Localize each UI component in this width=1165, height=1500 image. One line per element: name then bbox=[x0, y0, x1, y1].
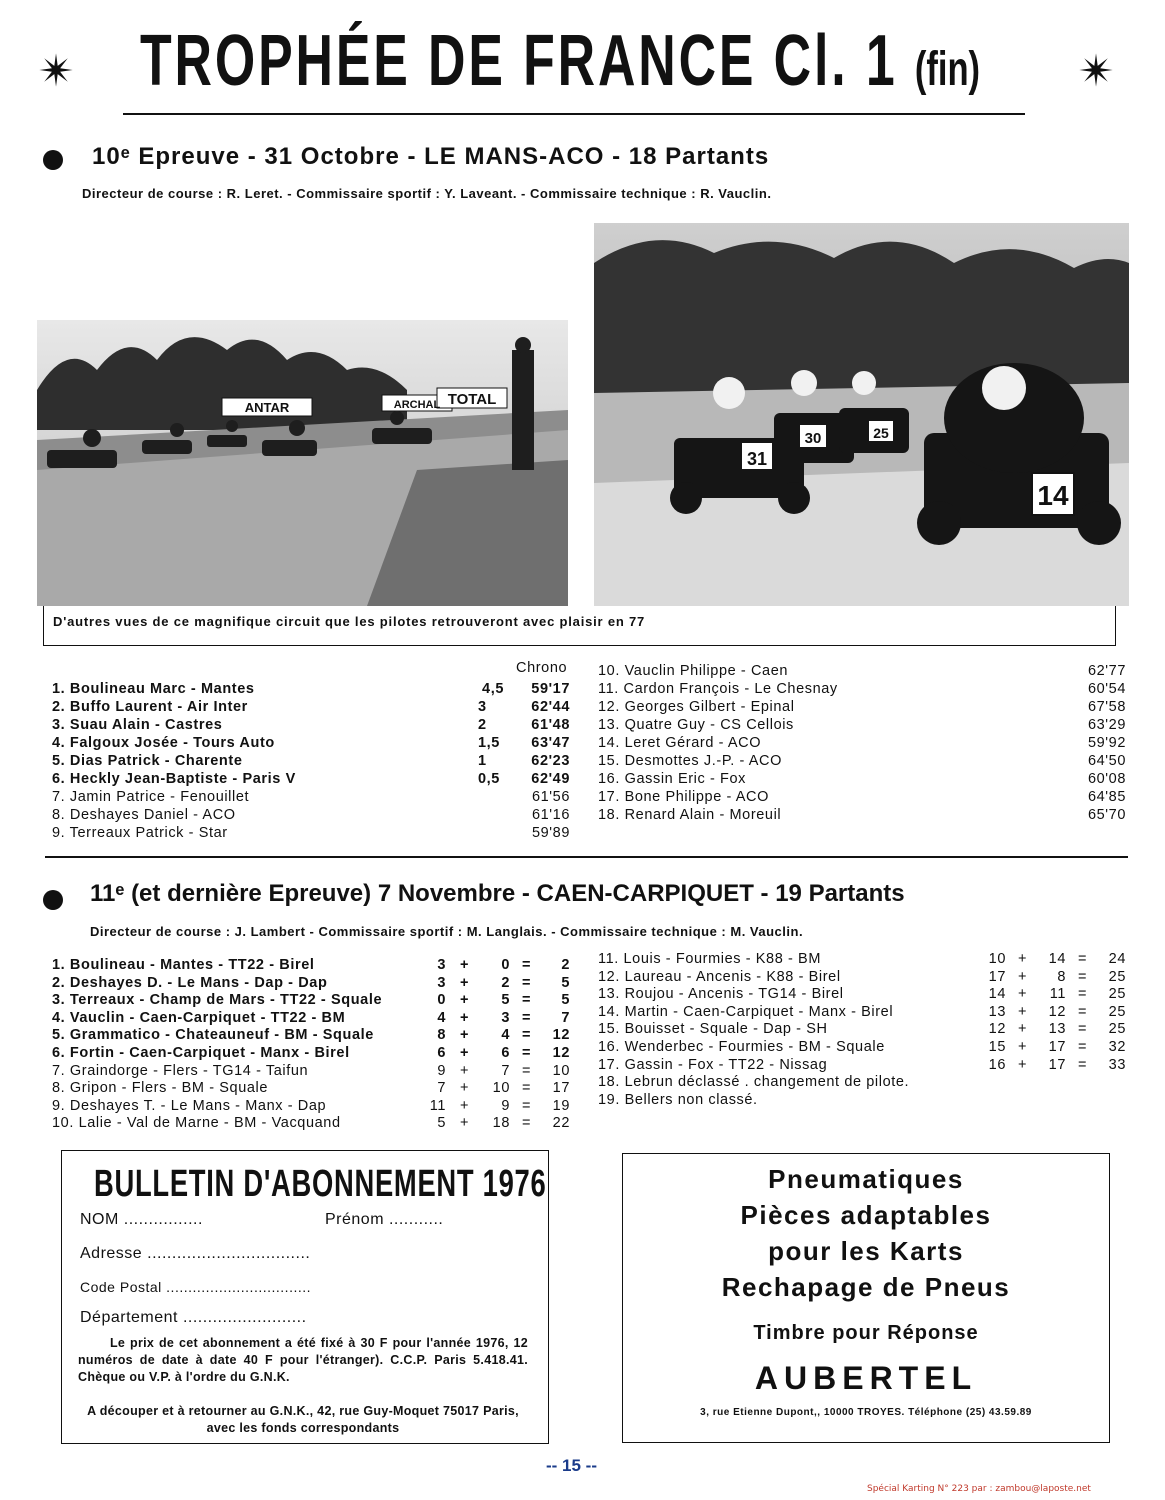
table-row: 6. Fortin - Caen-Carpiquet - Manx - Birel bbox=[52, 1045, 350, 1061]
plus-sign: + bbox=[1018, 951, 1028, 967]
equals-sign: = bbox=[522, 1009, 532, 1026]
score-b: 18 bbox=[492, 1115, 510, 1132]
title-suffix: (fin) bbox=[914, 43, 981, 96]
score-a: 0 bbox=[437, 992, 446, 1009]
scan-credit: Spécial Karting N° 223 par : zambou@laposte.net bbox=[867, 1484, 1091, 1494]
plus-sign: + bbox=[460, 992, 470, 1009]
score-b: 7 bbox=[501, 1062, 510, 1079]
chrono-value: 62'44 bbox=[531, 699, 570, 715]
plus-sign: + bbox=[460, 1045, 470, 1061]
chrono-value: 60'08 bbox=[1087, 771, 1126, 787]
table-row: 8. Gripon - Flers - BM - Squale bbox=[52, 1080, 269, 1097]
score-b: 14 bbox=[1048, 951, 1066, 967]
score-total: 10 bbox=[552, 1062, 570, 1079]
chrono-value: 64'50 bbox=[1087, 753, 1126, 769]
plus-sign: + bbox=[1018, 968, 1028, 985]
score-b: 3 bbox=[501, 1009, 510, 1026]
table-row: 19. Bellers non classé. bbox=[598, 1091, 758, 1108]
kart-number-25: 25 bbox=[873, 425, 889, 441]
score-a: 3 bbox=[437, 957, 446, 973]
subscription-form bbox=[61, 1150, 549, 1444]
points-value: 2 bbox=[478, 717, 487, 733]
score-b: 0 bbox=[501, 957, 510, 973]
plus-sign: + bbox=[460, 1027, 470, 1044]
sign-antar: ANTAR bbox=[244, 400, 290, 415]
adresse-field[interactable]: Adresse ................................. bbox=[80, 1245, 311, 1262]
ad-brand: AUBERTEL bbox=[754, 1360, 978, 1396]
sign-total: TOTAL bbox=[447, 391, 497, 408]
race-photo-right bbox=[594, 223, 1129, 606]
chrono-value: 59'89 bbox=[531, 825, 570, 841]
score-b: 4 bbox=[501, 1027, 510, 1044]
points-value: 1,5 bbox=[478, 735, 500, 751]
score-b: 5 bbox=[501, 992, 510, 1009]
score-b: 9 bbox=[501, 1097, 510, 1114]
chrono-value: 60'54 bbox=[1087, 681, 1126, 697]
equals-sign: = bbox=[522, 1115, 532, 1132]
score-total: 12 bbox=[552, 1027, 570, 1044]
event11-heading-detail: 7 Novembre - CAEN-CARPIQUET - 19 Partants bbox=[377, 880, 905, 907]
sign-archal: ARCHAL bbox=[393, 399, 441, 411]
chrono-value: 67'58 bbox=[1087, 699, 1126, 715]
score-total: 5 bbox=[561, 974, 570, 991]
chrono-value: 63'47 bbox=[531, 735, 570, 751]
score-a: 5 bbox=[437, 1115, 446, 1132]
page-title bbox=[140, 20, 980, 102]
chrono-header: Chrono bbox=[516, 660, 568, 676]
title-text: TROPHÉE DE FRANCE Cl. 1 bbox=[140, 21, 898, 101]
table-row: 14. Martin - Caen-Carpiquet - Manx - Birel bbox=[598, 1003, 894, 1020]
table-row: 5. Dias Patrick - Charente bbox=[52, 753, 243, 769]
star-ornament-icon: ✴ bbox=[1078, 46, 1115, 97]
score-a: 17 bbox=[988, 968, 1006, 985]
kart-number-14: 14 bbox=[1037, 480, 1069, 511]
event10-heading: 10ᵉ Epreuve - 31 Octobre - LE MANS-ACO - 18 Partants bbox=[92, 143, 770, 170]
kart-number-30: 30 bbox=[804, 430, 822, 447]
table-row: 11. Louis - Fourmies - K88 - BM bbox=[598, 951, 822, 967]
score-total: 25 bbox=[1108, 1003, 1126, 1020]
table-row: 13. Quatre Guy - CS Cellois bbox=[598, 717, 794, 733]
table-row: 9. Deshayes T. - Le Mans - Manx - Dap bbox=[52, 1097, 327, 1114]
score-total: 33 bbox=[1108, 1056, 1126, 1073]
chrono-value: 59'17 bbox=[531, 681, 570, 697]
bullet-icon bbox=[43, 150, 63, 170]
advertisement bbox=[622, 1153, 1110, 1443]
departement-field[interactable]: Département ......................... bbox=[80, 1309, 307, 1326]
event10-officials: Directeur de course : R. Leret. - Commissaire sportif : Y. Laveant. - Commissaire technique : R. Vauclin. bbox=[82, 186, 772, 201]
plus-sign: + bbox=[1018, 1039, 1028, 1055]
table-row: 7. Graindorge - Flers - TG14 - Taifun bbox=[52, 1062, 309, 1079]
equals-sign: = bbox=[522, 992, 532, 1009]
plus-sign: + bbox=[460, 1115, 470, 1132]
table-row: 17. Bone Philippe - ACO bbox=[598, 789, 769, 805]
race-photo-right-image bbox=[594, 223, 1129, 606]
score-b: 2 bbox=[501, 974, 510, 991]
score-total: 2 bbox=[561, 957, 570, 973]
points-value: 3 bbox=[478, 699, 487, 715]
equals-sign: = bbox=[522, 974, 532, 991]
table-row: 12. Georges Gilbert - Epinal bbox=[598, 699, 795, 715]
score-a: 6 bbox=[437, 1045, 446, 1061]
score-a: 12 bbox=[988, 1021, 1006, 1038]
score-a: 11 bbox=[429, 1097, 446, 1114]
points-value: 1 bbox=[478, 753, 487, 769]
score-total: 12 bbox=[552, 1045, 570, 1061]
subscription-terms: Le prix de cet abonnement a été fixé à 30 F pour l'année 1976, 12 numéros de date à date 40 F pour l'étranger). C.C.P. Paris 5.418.41. Chèque ou V.P. à l'ordre du G.N.K. bbox=[78, 1336, 528, 1384]
score-b: 17 bbox=[1048, 1039, 1066, 1055]
plus-sign: + bbox=[460, 1080, 470, 1097]
equals-sign: = bbox=[522, 1062, 532, 1079]
chrono-value: 62'77 bbox=[1087, 663, 1126, 679]
chrono-value: 61'56 bbox=[531, 789, 570, 805]
kart-number-31: 31 bbox=[746, 449, 768, 469]
score-b: 17 bbox=[1048, 1056, 1066, 1073]
title-underline bbox=[123, 113, 1025, 115]
score-a: 9 bbox=[437, 1062, 446, 1079]
score-a: 8 bbox=[437, 1027, 446, 1044]
plus-sign: + bbox=[460, 957, 470, 973]
plus-sign: + bbox=[460, 1009, 470, 1026]
table-row: 10. Lalie - Val de Marne - BM - Vacquand bbox=[52, 1115, 341, 1132]
chrono-value: 64'85 bbox=[1087, 789, 1126, 805]
event11-heading-number: 11ᵉ (et dernière Epreuve) bbox=[90, 880, 372, 907]
score-total: 22 bbox=[552, 1115, 570, 1132]
score-total: 25 bbox=[1108, 1021, 1126, 1038]
score-b: 12 bbox=[1048, 1003, 1066, 1020]
ad-line-4: Rechapage de Pneus bbox=[721, 1272, 1011, 1302]
subscription-title: BULLETIN D'ABONNEMENT 1976 bbox=[94, 1163, 547, 1205]
score-total: 24 bbox=[1108, 951, 1126, 967]
chrono-value: 65'70 bbox=[1087, 807, 1126, 823]
event11-heading bbox=[90, 880, 905, 908]
score-total: 25 bbox=[1108, 986, 1126, 1003]
table-row: 3. Suau Alain - Castres bbox=[52, 717, 223, 733]
table-row: 11. Cardon François - Le Chesnay bbox=[598, 681, 838, 697]
chrono-value: 61'16 bbox=[531, 807, 570, 823]
score-a: 10 bbox=[988, 951, 1006, 967]
chrono-value: 62'49 bbox=[531, 771, 570, 787]
section-divider bbox=[45, 856, 1128, 858]
score-a: 4 bbox=[437, 1009, 446, 1026]
equals-sign: = bbox=[522, 1080, 532, 1097]
table-row: 13. Roujou - Ancenis - TG14 - Birel bbox=[598, 986, 844, 1003]
table-row: 8. Deshayes Daniel - ACO bbox=[52, 807, 236, 823]
score-b: 6 bbox=[501, 1045, 510, 1061]
star-ornament-icon: ✴ bbox=[38, 46, 75, 97]
points-value: 4,5 bbox=[482, 681, 504, 697]
chrono-value: 59'92 bbox=[1087, 735, 1126, 751]
table-row: 16. Wenderbec - Fourmies - BM - Squale bbox=[598, 1039, 885, 1055]
equals-sign: = bbox=[522, 1027, 532, 1044]
equals-sign: = bbox=[522, 1097, 532, 1114]
plus-sign: + bbox=[1018, 1003, 1028, 1020]
equals-sign: = bbox=[1078, 1021, 1088, 1038]
table-row: 2. Buffo Laurent - Air Inter bbox=[52, 699, 248, 715]
table-row: 3. Terreaux - Champ de Mars - TT22 - Squale bbox=[52, 992, 383, 1009]
score-a: 14 bbox=[988, 986, 1006, 1003]
prenom-field[interactable]: Prénom ........... bbox=[325, 1211, 444, 1228]
score-a: 16 bbox=[988, 1056, 1006, 1073]
chrono-value: 63'29 bbox=[1087, 717, 1126, 733]
equals-sign: = bbox=[522, 957, 532, 973]
score-total: 5 bbox=[561, 992, 570, 1009]
plus-sign: + bbox=[1018, 986, 1028, 1003]
table-row: 15. Bouisset - Squale - Dap - SH bbox=[598, 1021, 828, 1038]
ad-line-2: Pièces adaptables bbox=[740, 1200, 992, 1230]
subscription-return-address: A découper et à retourner au G.N.K., 42, rue Guy-Moquet 75017 Paris, avec les fonds correspondants bbox=[87, 1404, 519, 1435]
score-b: 10 bbox=[492, 1080, 510, 1097]
table-row: 17. Gassin - Fox - TT22 - Nissag bbox=[598, 1056, 828, 1073]
equals-sign: = bbox=[1078, 951, 1088, 967]
chrono-value: 62'23 bbox=[531, 753, 570, 769]
plus-sign: + bbox=[460, 1062, 470, 1079]
race-photo-left bbox=[37, 320, 568, 606]
table-row: 1. Boulineau Marc - Mantes bbox=[52, 681, 255, 697]
ad-address: 3, rue Etienne Dupont,, 10000 TROYES. Téléphone (25) 43.59.89 bbox=[700, 1407, 1032, 1418]
points-value: 0,5 bbox=[478, 771, 500, 787]
ad-line-3: pour les Karts bbox=[768, 1236, 964, 1266]
table-row: 10. Vauclin Philippe - Caen bbox=[598, 663, 789, 679]
table-row: 4. Falgoux Josée - Tours Auto bbox=[52, 735, 275, 751]
plus-sign: + bbox=[460, 1097, 470, 1114]
chrono-value: 61'48 bbox=[531, 717, 570, 733]
plus-sign: + bbox=[1018, 1021, 1028, 1038]
score-a: 3 bbox=[437, 974, 446, 991]
equals-sign: = bbox=[1078, 968, 1088, 985]
page-number: -- 15 -- bbox=[546, 1456, 597, 1475]
table-row: 14. Leret Gérard - ACO bbox=[598, 735, 762, 751]
race-photo-left-image bbox=[37, 320, 568, 606]
plus-sign: + bbox=[460, 974, 470, 991]
score-b: 8 bbox=[1057, 968, 1066, 985]
table-row: 4. Vauclin - Caen-Carpiquet - TT22 - BM bbox=[52, 1009, 346, 1026]
code-postal-field[interactable]: Code Postal ................................. bbox=[80, 1279, 312, 1295]
equals-sign: = bbox=[1078, 1039, 1088, 1055]
table-row: 16. Gassin Eric - Fox bbox=[598, 771, 746, 787]
ad-stamp-note: Timbre pour Réponse bbox=[753, 1322, 979, 1344]
score-a: 7 bbox=[437, 1080, 446, 1097]
table-row: 18. Renard Alain - Moreuil bbox=[598, 807, 782, 823]
score-total: 25 bbox=[1108, 968, 1126, 985]
equals-sign: = bbox=[1078, 1003, 1088, 1020]
event11-officials: Directeur de course : J. Lambert - Commissaire sportif : M. Langlais. - Commissaire technique : M. Vauclin. bbox=[90, 924, 804, 939]
ad-line-1: Pneumatiques bbox=[768, 1164, 964, 1194]
table-row: 12. Laureau - Ancenis - K88 - Birel bbox=[598, 968, 841, 985]
table-row: 5. Grammatico - Chateauneuf - BM - Squale bbox=[52, 1027, 374, 1044]
score-a: 13 bbox=[988, 1003, 1006, 1020]
table-row: 9. Terreaux Patrick - Star bbox=[52, 825, 228, 841]
nom-field[interactable]: NOM ................ bbox=[80, 1211, 203, 1228]
photo-caption: D'autres vues de ce magnifique circuit que les pilotes retrouveront avec plaisir en 77 bbox=[53, 614, 646, 629]
score-b: 11 bbox=[1049, 986, 1066, 1003]
table-row: 1. Boulineau - Mantes - TT22 - Birel bbox=[52, 957, 315, 973]
table-row: 2. Deshayes D. - Le Mans - Dap - Dap bbox=[52, 974, 328, 991]
plus-sign: + bbox=[1018, 1056, 1028, 1073]
table-row: 7. Jamin Patrice - Fenouillet bbox=[52, 789, 250, 805]
equals-sign: = bbox=[1078, 1056, 1088, 1073]
equals-sign: = bbox=[1078, 986, 1088, 1003]
score-total: 17 bbox=[552, 1080, 570, 1097]
score-total: 19 bbox=[552, 1097, 570, 1114]
score-a: 15 bbox=[988, 1039, 1006, 1055]
bullet-icon bbox=[43, 890, 63, 910]
table-row: 18. Lebrun déclassé . changement de pilote. bbox=[598, 1074, 910, 1091]
score-b: 13 bbox=[1048, 1021, 1066, 1038]
score-total: 7 bbox=[561, 1009, 570, 1026]
table-row: 6. Heckly Jean-Baptiste - Paris V bbox=[52, 771, 296, 787]
equals-sign: = bbox=[522, 1045, 532, 1061]
table-row: 15. Desmottes J.-P. - ACO bbox=[598, 753, 782, 769]
score-total: 32 bbox=[1108, 1039, 1126, 1055]
